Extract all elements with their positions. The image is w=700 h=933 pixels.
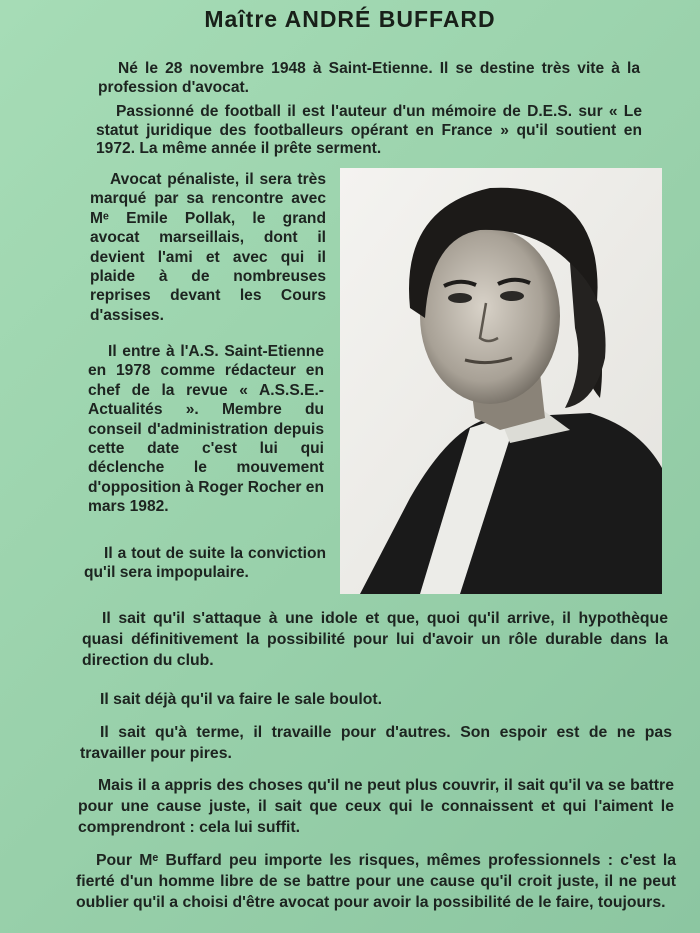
page-title: Maître ANDRÉ BUFFARD [204,6,496,32]
paragraph-just-cause: Mais il a appris des choses qu'il ne peut plus couvrir, il sait qu'il va se battre pour une cause juste, il sait que ceux qui le connaissent et qui l'aiment le comprendront : cela lui suffit. [78,777,674,836]
paragraph-penal-lawyer: Avocat pénaliste, il sera très marqué par sa rencontre avec Mᵉ Emile Pollak, le grand avocat marseillais, dont il devient l'ami et avec qui il plaide à de nombreuses reprises devant les Cours d'assises. [90,171,326,324]
paragraph-idol: Il sait qu'il s'attaque à une idole et que, quoi qu'il arrive, il hypothèque quasi définitivement la possibilité pour lui d'avoir un rôle durable dans la direction du club. [82,610,668,669]
portrait-photo [340,168,662,594]
paragraph-hope: Il sait qu'à terme, il travaille pour d'autres. Son espoir est de ne pas travailler pour pires. [80,724,672,762]
paragraph-risks: Pour Mᵉ Buffard peu importe les risques, mêmes professionnels : c'est la fierté d'un homme libre de se battre pour une cause qu'il croit juste, il ne peut oublier qu'il a choisi d'être avocat pour avoir la possibilité de le faire, toujours. [76,852,676,911]
paragraph-asse: Il entre à l'A.S. Saint-Etienne en 1978 comme rédacteur en chef de la revue « A.S.S.E.-Actualités ». Membre du conseil d'administration depuis cette date c'est lui qui déclenche le mouvement d'opposition à Roger Rocher en mars 1982. [88,343,324,516]
paragraph-conviction: Il a tout de suite la conviction qu'il sera impopulaire. [84,545,326,582]
paragraph-birth: Né le 28 novembre 1948 à Saint-Etienne. Il se destine très vite à la profession d'avocat. [98,60,640,96]
paragraph-football: Passionné de football il est l'auteur d'un mémoire de D.E.S. sur « Le statut juridique des footballeurs opérant en France » qu'il soutient en 1972. La même année il prête serment. [96,103,642,158]
paragraph-dirty-job: Il sait déjà qu'il va faire le sale boulot. [100,691,383,708]
